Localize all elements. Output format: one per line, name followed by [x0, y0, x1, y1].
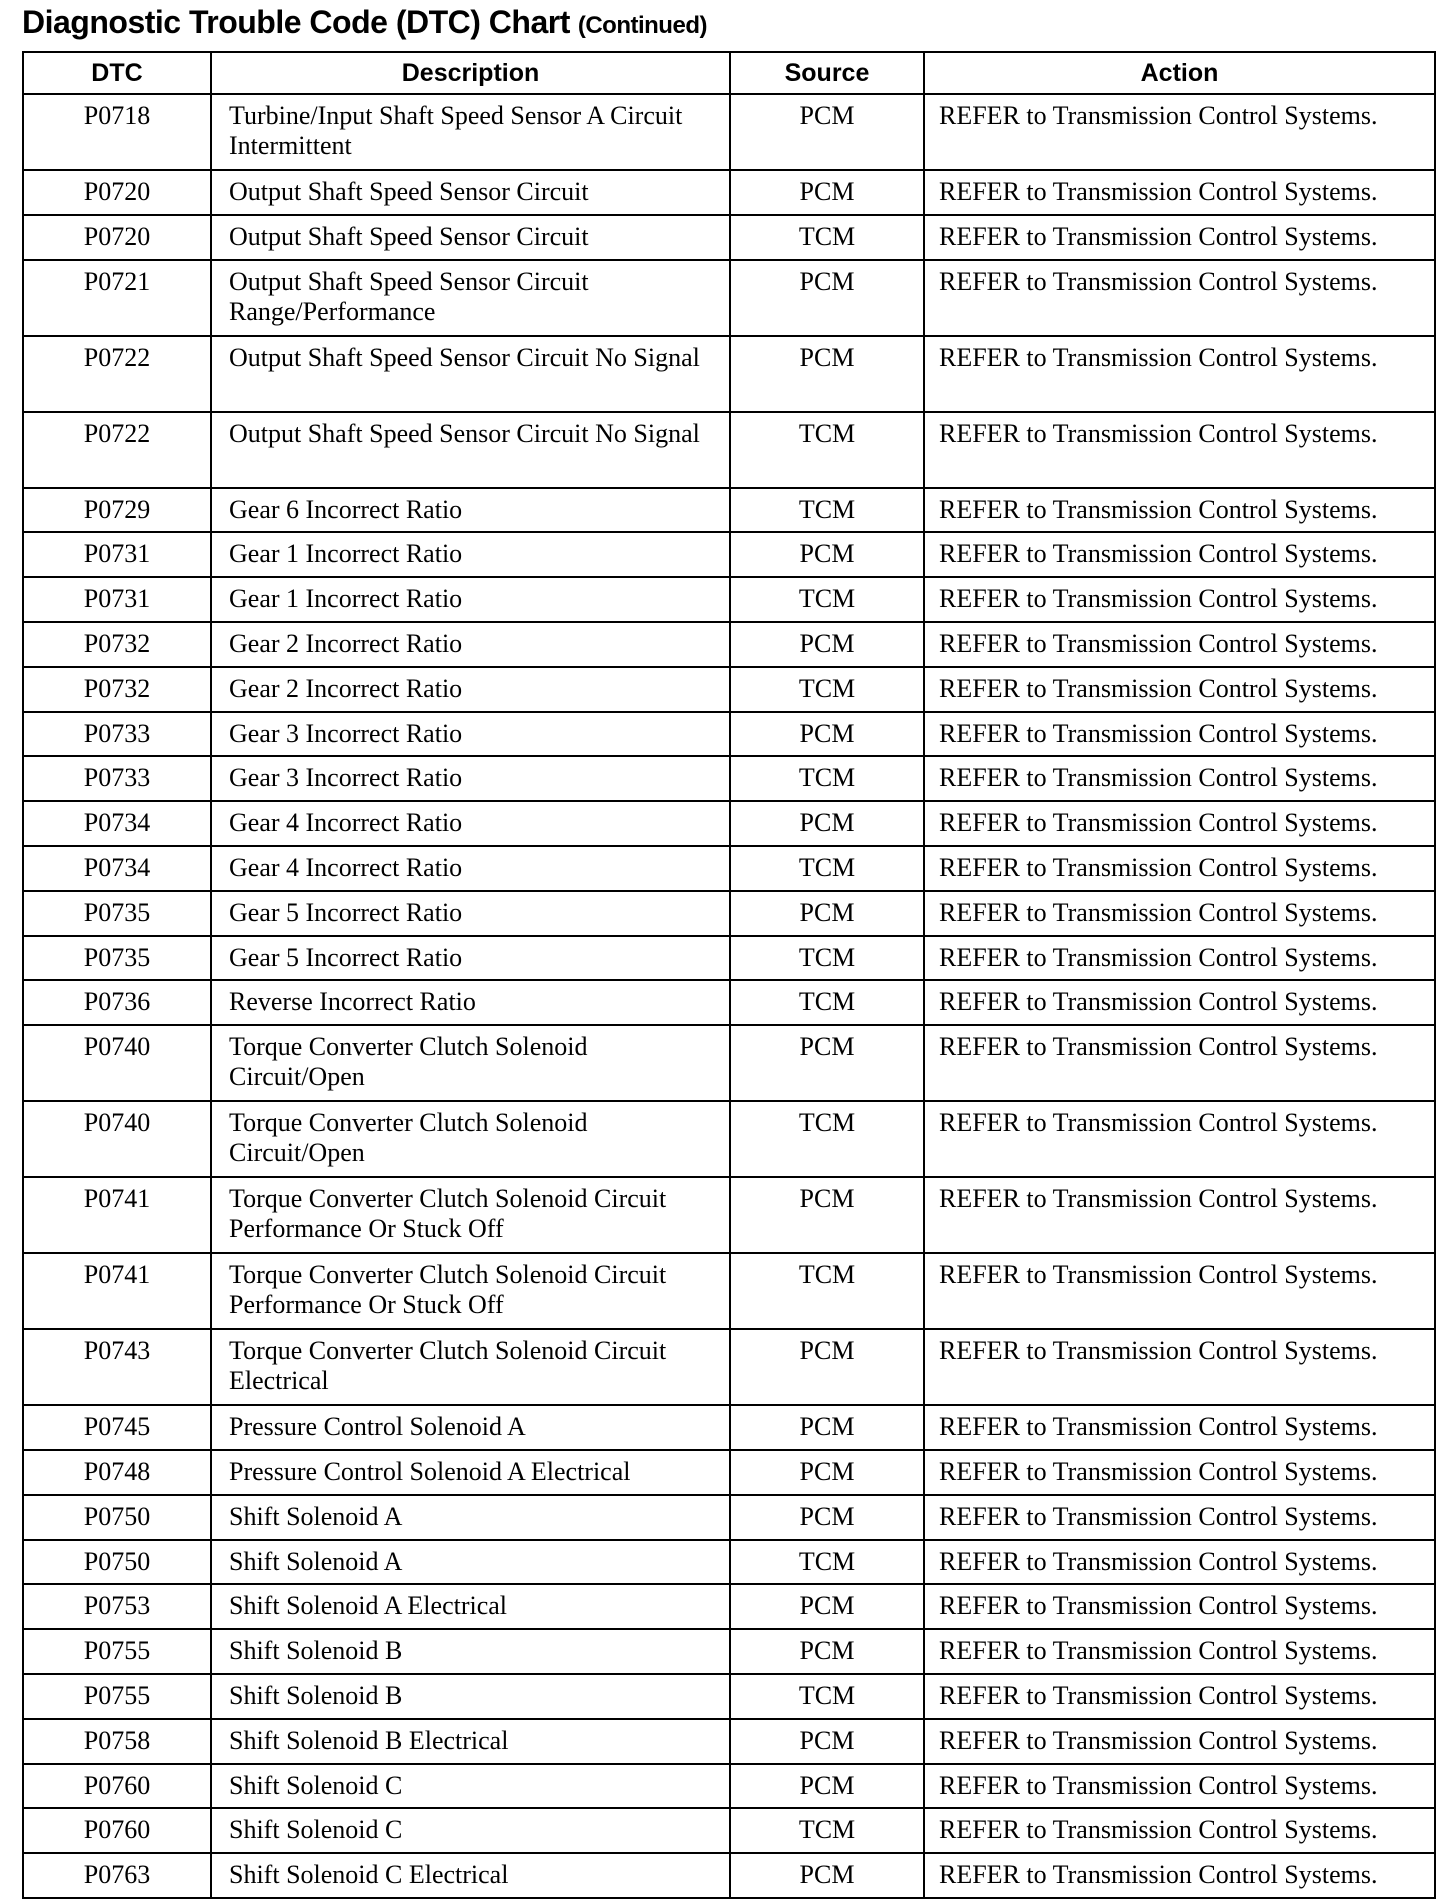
table-row [23, 756, 1435, 801]
source-cell: TCM [730, 1101, 924, 1177]
description-cell: Shift Solenoid B [211, 1629, 730, 1674]
title-suffix: (Continued) [577, 12, 707, 39]
header-row [23, 52, 1435, 94]
dtc-cell: P0735 [23, 936, 211, 981]
source-cell: TCM [730, 1674, 924, 1719]
description-cell: Torque Converter Clutch Solenoid Circuit Electrical [211, 1329, 730, 1405]
header-action: Action [924, 52, 1435, 94]
description-cell: Shift Solenoid B [211, 1674, 730, 1719]
table-row [23, 1808, 1435, 1853]
action-cell: REFER to Transmission Control Systems. [924, 801, 1435, 846]
dtc-cell: P0722 [23, 412, 211, 488]
dtc-cell: P0734 [23, 801, 211, 846]
action-cell: REFER to Transmission Control Systems. [924, 215, 1435, 260]
description-cell: Torque Converter Clutch Solenoid Circuit/Open [211, 1025, 730, 1101]
table-row [23, 891, 1435, 936]
table-row [23, 1674, 1435, 1719]
source-cell: PCM [730, 1495, 924, 1540]
action-cell: REFER to Transmission Control Systems. [924, 1329, 1435, 1405]
action-cell: REFER to Transmission Control Systems. [924, 1405, 1435, 1450]
header-description: Description [211, 52, 730, 94]
source-cell: PCM [730, 336, 924, 412]
source-cell: PCM [730, 891, 924, 936]
table-row [23, 712, 1435, 757]
action-cell: REFER to Transmission Control Systems. [924, 1177, 1435, 1253]
table-row [23, 1329, 1435, 1405]
dtc-cell: P0753 [23, 1584, 211, 1629]
source-cell: TCM [730, 936, 924, 981]
table-row [23, 94, 1435, 170]
source-cell: PCM [730, 1405, 924, 1450]
action-cell: REFER to Transmission Control Systems. [924, 1674, 1435, 1719]
description-cell: Gear 1 Incorrect Ratio [211, 532, 730, 577]
dtc-cell: P0734 [23, 846, 211, 891]
action-cell: REFER to Transmission Control Systems. [924, 1495, 1435, 1540]
action-cell: REFER to Transmission Control Systems. [924, 577, 1435, 622]
action-cell: REFER to Transmission Control Systems. [924, 1629, 1435, 1674]
action-cell: REFER to Transmission Control Systems. [924, 712, 1435, 757]
table-row [23, 1495, 1435, 1540]
dtc-cell: P0731 [23, 577, 211, 622]
source-cell: PCM [730, 1629, 924, 1674]
table-row [23, 488, 1435, 533]
source-cell: PCM [730, 532, 924, 577]
title-text: Diagnostic Trouble Code (DTC) Chart [22, 4, 570, 40]
description-cell: Output Shaft Speed Sensor Circuit [211, 215, 730, 260]
dtc-cell: P0736 [23, 980, 211, 1025]
description-cell: Reverse Incorrect Ratio [211, 980, 730, 1025]
action-cell: REFER to Transmission Control Systems. [924, 170, 1435, 215]
description-cell: Gear 2 Incorrect Ratio [211, 667, 730, 712]
action-cell: REFER to Transmission Control Systems. [924, 1025, 1435, 1101]
table-row [23, 1253, 1435, 1329]
action-cell: REFER to Transmission Control Systems. [924, 1253, 1435, 1329]
table-row [23, 1629, 1435, 1674]
source-cell: TCM [730, 667, 924, 712]
source-cell: PCM [730, 801, 924, 846]
source-cell: PCM [730, 1025, 924, 1101]
source-cell: PCM [730, 1764, 924, 1809]
action-cell: REFER to Transmission Control Systems. [924, 336, 1435, 412]
dtc-cell: P0733 [23, 712, 211, 757]
action-cell: REFER to Transmission Control Systems. [924, 1584, 1435, 1629]
description-cell: Gear 2 Incorrect Ratio [211, 622, 730, 667]
dtc-cell: P0740 [23, 1025, 211, 1101]
dtc-cell: P0740 [23, 1101, 211, 1177]
description-cell: Output Shaft Speed Sensor Circuit No Signal [211, 336, 730, 412]
dtc-cell: P0755 [23, 1674, 211, 1719]
table-row [23, 980, 1435, 1025]
description-cell: Torque Converter Clutch Solenoid Circuit Performance Or Stuck Off [211, 1177, 730, 1253]
dtc-cell: P0750 [23, 1540, 211, 1585]
table-row [23, 336, 1435, 412]
dtc-cell: P0729 [23, 488, 211, 533]
source-cell: PCM [730, 1177, 924, 1253]
dtc-cell: P0720 [23, 215, 211, 260]
action-cell: REFER to Transmission Control Systems. [924, 622, 1435, 667]
dtc-cell: P0732 [23, 667, 211, 712]
table-row [23, 1177, 1435, 1253]
description-cell: Shift Solenoid C Electrical [211, 1853, 730, 1898]
description-cell: Output Shaft Speed Sensor Circuit Range/Performance [211, 260, 730, 336]
dtc-cell: P0722 [23, 336, 211, 412]
action-cell: REFER to Transmission Control Systems. [924, 94, 1435, 170]
dtc-cell: P0718 [23, 94, 211, 170]
dtc-cell: P0760 [23, 1764, 211, 1809]
header-dtc: DTC [23, 52, 211, 94]
dtc-cell: P0748 [23, 1450, 211, 1495]
description-cell: Gear 4 Incorrect Ratio [211, 846, 730, 891]
dtc-cell: P0763 [23, 1853, 211, 1898]
source-cell: TCM [730, 215, 924, 260]
source-cell: TCM [730, 980, 924, 1025]
page-title [22, 4, 707, 41]
source-cell: TCM [730, 1808, 924, 1853]
action-cell: REFER to Transmission Control Systems. [924, 936, 1435, 981]
description-cell: Pressure Control Solenoid A Electrical [211, 1450, 730, 1495]
table-row [23, 1025, 1435, 1101]
source-cell: PCM [730, 260, 924, 336]
dtc-table [22, 51, 1436, 1899]
description-cell: Shift Solenoid A Electrical [211, 1584, 730, 1629]
action-cell: REFER to Transmission Control Systems. [924, 532, 1435, 577]
action-cell: REFER to Transmission Control Systems. [924, 1719, 1435, 1764]
dtc-cell: P0758 [23, 1719, 211, 1764]
source-cell: PCM [730, 1329, 924, 1405]
description-cell: Gear 3 Incorrect Ratio [211, 756, 730, 801]
table-row [23, 1719, 1435, 1764]
source-cell: TCM [730, 846, 924, 891]
description-cell: Torque Converter Clutch Solenoid Circuit/Open [211, 1101, 730, 1177]
dtc-cell: P0745 [23, 1405, 211, 1450]
table-row [23, 215, 1435, 260]
source-cell: TCM [730, 412, 924, 488]
description-cell: Shift Solenoid A [211, 1495, 730, 1540]
table-row [23, 1853, 1435, 1898]
source-cell: PCM [730, 1584, 924, 1629]
description-cell: Gear 1 Incorrect Ratio [211, 577, 730, 622]
description-cell: Gear 6 Incorrect Ratio [211, 488, 730, 533]
description-cell: Pressure Control Solenoid A [211, 1405, 730, 1450]
action-cell: REFER to Transmission Control Systems. [924, 1540, 1435, 1585]
description-cell: Gear 3 Incorrect Ratio [211, 712, 730, 757]
action-cell: REFER to Transmission Control Systems. [924, 846, 1435, 891]
action-cell: REFER to Transmission Control Systems. [924, 1764, 1435, 1809]
source-cell: PCM [730, 712, 924, 757]
table-row [23, 936, 1435, 981]
description-cell: Turbine/Input Shaft Speed Sensor A Circuit Intermittent [211, 94, 730, 170]
table-row [23, 1405, 1435, 1450]
action-cell: REFER to Transmission Control Systems. [924, 1853, 1435, 1898]
dtc-cell: P0755 [23, 1629, 211, 1674]
source-cell: TCM [730, 577, 924, 622]
table-row [23, 1584, 1435, 1629]
description-cell: Gear 4 Incorrect Ratio [211, 801, 730, 846]
table-row [23, 260, 1435, 336]
action-cell: REFER to Transmission Control Systems. [924, 260, 1435, 336]
description-cell: Shift Solenoid B Electrical [211, 1719, 730, 1764]
table-row [23, 1764, 1435, 1809]
description-cell: Shift Solenoid C [211, 1808, 730, 1853]
source-cell: PCM [730, 622, 924, 667]
source-cell: TCM [730, 1540, 924, 1585]
table-row [23, 532, 1435, 577]
table-row [23, 1101, 1435, 1177]
source-cell: PCM [730, 1719, 924, 1764]
dtc-cell: P0760 [23, 1808, 211, 1853]
source-cell: PCM [730, 1450, 924, 1495]
table-row [23, 170, 1435, 215]
source-cell: PCM [730, 170, 924, 215]
action-cell: REFER to Transmission Control Systems. [924, 891, 1435, 936]
dtc-cell: P0750 [23, 1495, 211, 1540]
table-row [23, 667, 1435, 712]
description-cell: Gear 5 Incorrect Ratio [211, 891, 730, 936]
dtc-cell: P0735 [23, 891, 211, 936]
description-cell: Gear 5 Incorrect Ratio [211, 936, 730, 981]
action-cell: REFER to Transmission Control Systems. [924, 488, 1435, 533]
table-row [23, 846, 1435, 891]
table-row [23, 1450, 1435, 1495]
dtc-cell: P0741 [23, 1253, 211, 1329]
table-row [23, 412, 1435, 488]
source-cell: TCM [730, 1253, 924, 1329]
description-cell: Torque Converter Clutch Solenoid Circuit Performance Or Stuck Off [211, 1253, 730, 1329]
dtc-cell: P0721 [23, 260, 211, 336]
table-row [23, 801, 1435, 846]
source-cell: TCM [730, 756, 924, 801]
table-row [23, 577, 1435, 622]
description-cell: Output Shaft Speed Sensor Circuit No Signal [211, 412, 730, 488]
dtc-cell: P0733 [23, 756, 211, 801]
dtc-cell: P0741 [23, 1177, 211, 1253]
action-cell: REFER to Transmission Control Systems. [924, 667, 1435, 712]
table-row [23, 622, 1435, 667]
dtc-cell: P0720 [23, 170, 211, 215]
description-cell: Shift Solenoid A [211, 1540, 730, 1585]
dtc-cell: P0731 [23, 532, 211, 577]
source-cell: PCM [730, 94, 924, 170]
description-cell: Output Shaft Speed Sensor Circuit [211, 170, 730, 215]
action-cell: REFER to Transmission Control Systems. [924, 756, 1435, 801]
action-cell: REFER to Transmission Control Systems. [924, 1101, 1435, 1177]
header-source: Source [730, 52, 924, 94]
description-cell: Shift Solenoid C [211, 1764, 730, 1809]
dtc-cell: P0732 [23, 622, 211, 667]
action-cell: REFER to Transmission Control Systems. [924, 412, 1435, 488]
dtc-cell: P0743 [23, 1329, 211, 1405]
table-row [23, 1540, 1435, 1585]
action-cell: REFER to Transmission Control Systems. [924, 980, 1435, 1025]
source-cell: TCM [730, 488, 924, 533]
action-cell: REFER to Transmission Control Systems. [924, 1450, 1435, 1495]
source-cell: PCM [730, 1853, 924, 1898]
action-cell: REFER to Transmission Control Systems. [924, 1808, 1435, 1853]
